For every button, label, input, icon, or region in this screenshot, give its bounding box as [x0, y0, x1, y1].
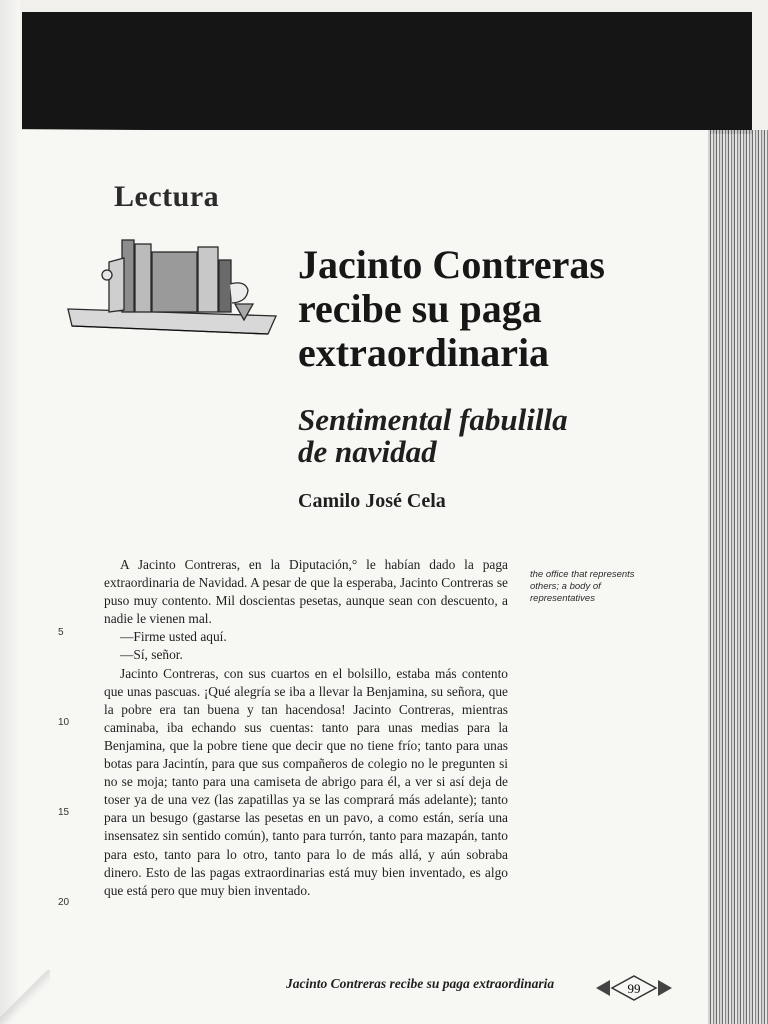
page-number: 99: [627, 981, 641, 996]
story-body: [104, 556, 508, 900]
story-dialogue-line: —Firme usted aquí.: [120, 629, 227, 645]
title-line: recibe su paga: [298, 286, 542, 331]
subtitle-line: de navidad: [298, 434, 437, 469]
reading-subtitle: [298, 404, 648, 468]
reading-title: [298, 243, 688, 375]
margin-gloss-note: the office that represents others; a body of representatives: [530, 569, 635, 604]
story-paragraph: Jacinto Contreras, con sus cuartos en el bolsillo, estaba más contento que unas pascuas. ¡Qué alegría se iba a llevar la Benjamina, su señora, que la pobre era tan buena y tan hacendosa! Jacinto Contreras, mientras caminaba, iba echando sus cuentas: tanto para unas medias para la Benjamina, que la pobre tiene que decir que no tiene frío; tanto para unas botas para Jacintín, para que sus compañeros de colegio no le pregunten si no se moja; tanto para una camiseta de abrigo para él, a ver si así deja de toser ya de una vez (las zapatillas ya se las comprará más adelante); tanto para un besugo (gastarse las pesetas en un pavo, a como están, sería una insensatez sin sentido común), tanto para turrón, tanto para mazapán, tanto para esto, tanto para lo otro, tanto para lo de más allá, y aún sobraba dinero. Esto de las pagas extraordinarias está muy bien inventado, es algo que está pero que muy bien inventado.: [104, 665, 508, 898]
author-name: Camilo José Cela: [298, 490, 446, 512]
story-dialogue-line: —Sí, señor.: [120, 647, 183, 663]
line-number: 20: [58, 897, 70, 908]
scan-bottom-corner: [0, 970, 50, 1024]
line-number: 15: [58, 807, 70, 818]
story-paragraph: A Jacinto Contreras, en la Diputación,° le habían dado la paga extraordinaria de Navidad. A pesar de que la esperaba, Jacinto Contreras se puso muy contento. Mil doscientas pesetas, aunque sean con descuento, a nadie le vienen mal.: [104, 557, 508, 627]
page-left-edge: [0, 0, 20, 1024]
title-line: Jacinto Contreras: [298, 242, 605, 287]
bookshelf-icon: [68, 240, 276, 334]
running-footer-title: Jacinto Contreras recibe su paga extraordinaria: [286, 976, 555, 991]
books-on-shelf-illustration: [64, 232, 279, 344]
section-heading: Lectura: [114, 180, 220, 213]
title-line: extraordinaria: [298, 330, 550, 375]
scan-dark-top-border: [22, 12, 752, 134]
line-number: 10: [58, 717, 70, 728]
page-number-ornament: [594, 973, 674, 1003]
subtitle-line: Sentimental fabulilla: [298, 402, 568, 437]
line-number: 5: [58, 627, 64, 638]
book-page-edges: [708, 130, 768, 1024]
